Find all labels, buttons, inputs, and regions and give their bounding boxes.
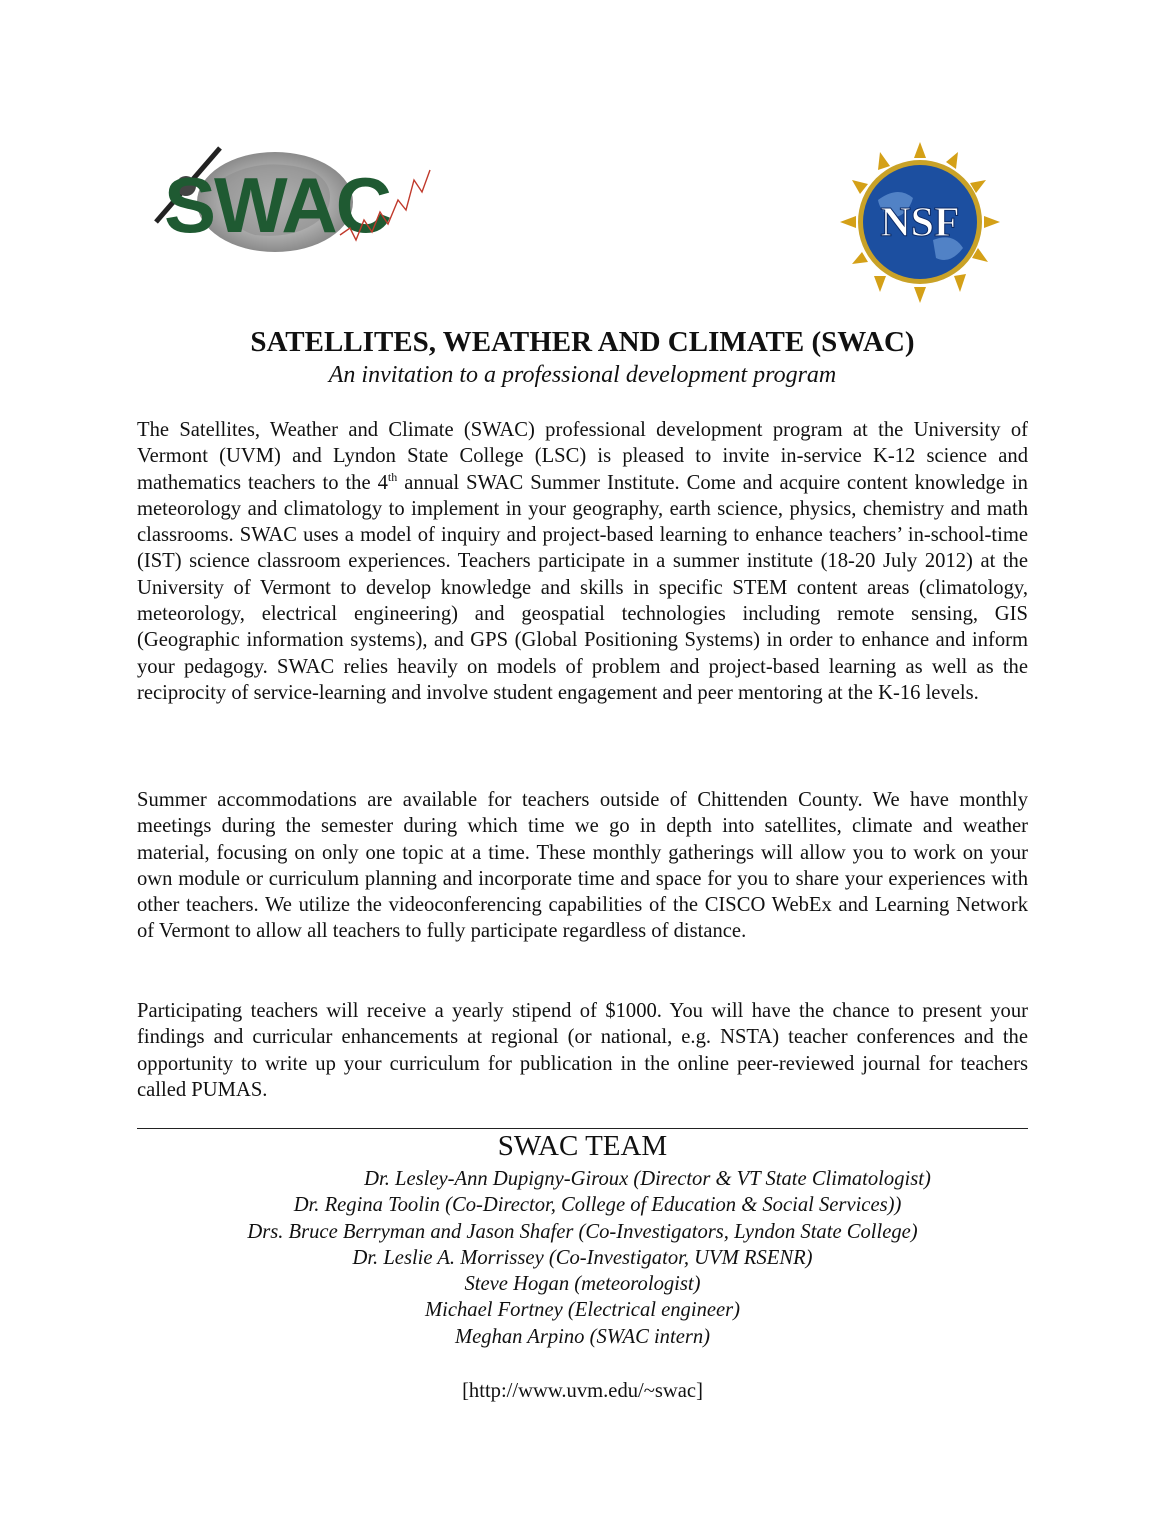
page-subtitle: An invitation to a professional development program [328,362,837,388]
ordinal-suffix: th [387,469,398,484]
website-link: [http://www.uvm.edu/~swac] [462,1380,703,1402]
intro-paragraph-part2: annual SWAC Summer Institute. Come and acquire content knowledge in meteorology and climatology to implement in your geography, earth science, physics, chemistry and math classrooms. SWAC uses a model of inquiry and project-based learning to enhance teachers’ in-school-time (IST) science classroom experiences. Teachers participate in a summer institute (18-20 July 2012) at the University of Vermont to develop knowledge and skills in specific STEM content areas (climatology, meteorology, electrical engineering) and geospatial technologies including remote sensing, GIS (Geographic information systems), and GPS (Global Positioning Systems) in order to enhance and inform your pedagogy. SWAC relies heavily on models of problem and project-based learning as well as the reciprocity of service-learning and involve student engagement and peer mentoring at the K-16 levels. [137,471,1028,704]
team-member: Michael Fortney (Electrical engineer) [424,1299,741,1322]
team-list [0,1166,1165,1350]
team-member: Drs. Bruce Berryman and Jason Shafer (Co-Investigators, Lyndon State College) [247,1220,918,1243]
team-member: Dr. Leslie A. Morrissey (Co-Investigator, UVM RSENR) [352,1246,813,1269]
swac-logo [150,140,435,260]
swac-logo-text: SWAC [164,161,390,249]
page-title: SATELLITES, WEATHER AND CLIMATE (SWAC) [250,326,915,358]
team-heading: SWAC TEAM [497,1130,668,1162]
nsf-logo-text: NSF [880,200,960,246]
team-member: Dr. Regina Toolin (Co-Director, College of Education & Social Services)) [293,1194,902,1217]
intro-paragraph [137,417,1028,706]
stipend-paragraph: Participating teachers will receive a yearly stipend of $1000. You will have the chance to present your findings and curricular enhancements at regional (or national, e.g. NSTA) teacher conferences and the opportunity to write up your curriculum for publication in the online peer-reviewed journal for teachers called PUMAS. [137,1000,1028,1101]
intro-paragraph-part1: The Satellites, Weather and Climate (SWAC) professional development program at the University of Vermont (UVM) and Lyndon State College (LSC) is pleased to invite in-service K-12 science and mathematics teachers to the 4 [137,419,1028,494]
accommodations-paragraph: Summer accommodations are available for teachers outside of Chittenden County. We have monthly meetings during the semester during which time we go in depth into satellites, climate and weather material, focusing on only one topic at a time. These monthly gatherings will allow you to work on your own module or curriculum planning and incorporate time and space for you to share your experiences with other teachers. We utilize the videoconferencing capabilities of the CISCO WebEx and Learning Network of Vermont to allow all teachers to fully participate regardless of distance. [137,789,1028,943]
team-member: Dr. Lesley-Ann Dupigny-Giroux (Director & VT State Climatologist) [364,1168,931,1190]
nsf-logo [838,140,1003,305]
team-member: Meghan Arpino (SWAC intern) [455,1325,710,1348]
team-member: Steve Hogan (meteorologist) [464,1273,701,1296]
